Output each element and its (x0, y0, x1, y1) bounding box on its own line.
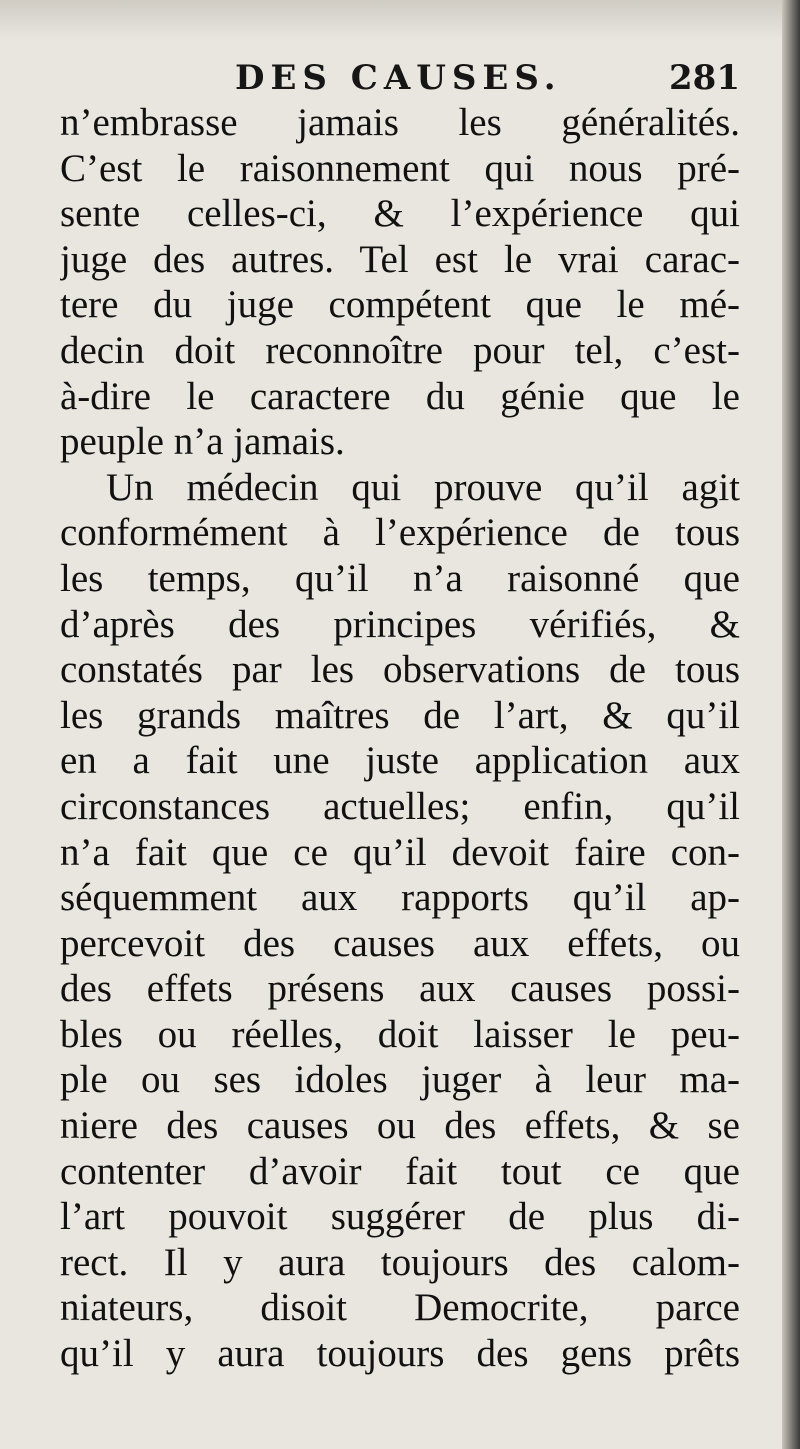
text-line: decin doit reconnoître pour tel, c’est- (60, 328, 740, 372)
text-line: Un médecin qui prouve qu’il agit (106, 465, 740, 509)
text-line: sente celles-ci, & l’expérience qui (60, 192, 740, 236)
text-line: ple ou ses idoles juger à leur ma- (60, 1058, 740, 1102)
text-line: C’est le raisonnement qui nous pré- (60, 146, 740, 190)
text-line: circonstances actuelles; enfin, qu’il (60, 784, 740, 828)
text-line: qu’il y aura toujours des gens prêts (60, 1332, 740, 1376)
page-gutter-shadow (782, 0, 800, 1449)
text-line: peuple n’a jamais. (60, 420, 345, 464)
text-line: contenter d’avoir fait tout ce que (60, 1149, 740, 1193)
text-line: des effets présens aux causes possi- (60, 967, 740, 1011)
text-line: l’art pouvoit suggérer de plus di- (60, 1195, 740, 1239)
running-head (60, 52, 740, 102)
text-line: d’après des principes vérifiés, & (60, 602, 740, 646)
text-line: n’embrasse jamais les généralités. (60, 101, 740, 144)
text-line: les grands maîtres de l’art, & qu’il (60, 693, 740, 737)
page-top-shadow (0, 0, 800, 40)
text-line: rect. Il y aura toujours des calom- (60, 1240, 740, 1284)
text-line: bles ou réelles, doit laisser le peu- (60, 1012, 740, 1056)
text-line: juge des autres. Tel est le vrai carac- (60, 237, 740, 281)
text-line: percevoit des causes aux effets, ou (60, 921, 740, 965)
text-line: n’a fait que ce qu’il devoit faire con- (60, 830, 740, 874)
text-line: niateurs, disoit Democrite, parce (60, 1286, 740, 1330)
running-title: DES CAUSES. (235, 58, 562, 98)
text-line: tere du juge compétent que le mé- (60, 283, 740, 327)
text-line: en a fait une juste application aux (60, 739, 740, 783)
text-line: séquemment aux rapports qu’il ap- (60, 876, 740, 920)
text-line: niere des causes ou des effets, & se (60, 1104, 740, 1148)
text-line: constatés par les observations de tous (60, 648, 740, 692)
body-text (60, 100, 740, 1377)
text-line: à-dire le caractere du génie que le (60, 374, 740, 418)
page-number: 281 (669, 58, 740, 98)
text-line: conformément à l’expérience de tous (60, 511, 740, 555)
text-line: les temps, qu’il n’a raisonné que (60, 556, 740, 600)
